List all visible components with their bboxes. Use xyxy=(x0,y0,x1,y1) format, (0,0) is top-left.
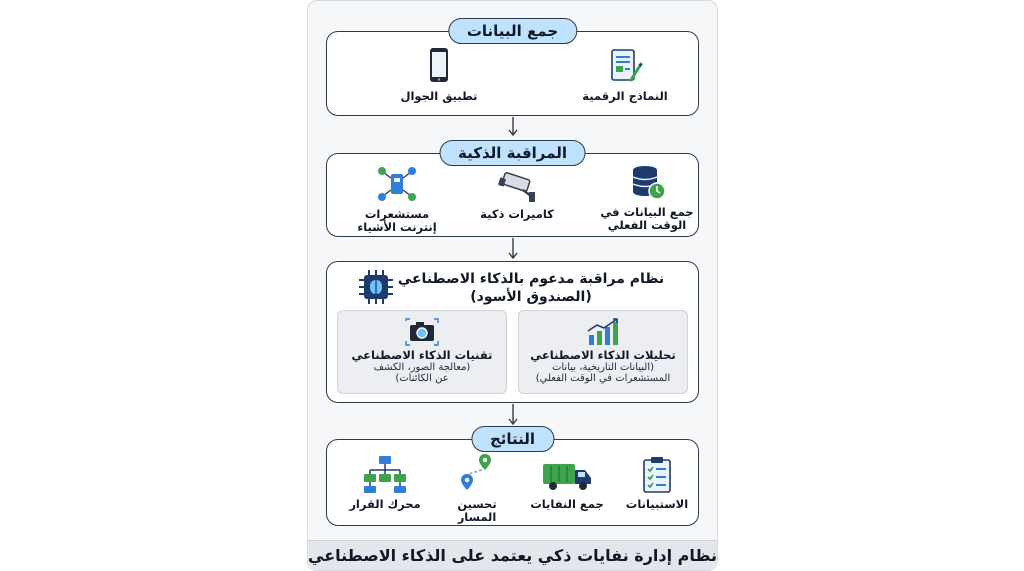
smart-cameras-item xyxy=(467,170,567,221)
ai-tech-box xyxy=(337,310,507,394)
route-optimization-item xyxy=(437,452,517,524)
surveys-item xyxy=(617,456,697,511)
security-camera-icon xyxy=(495,170,539,204)
arrow-1 xyxy=(507,117,519,141)
mobile-app-label: تطبيق الجوال xyxy=(400,89,478,103)
ai-system-title-line2: (الصندوق الأسود) xyxy=(470,289,592,305)
ai-system-title-line1: نظام مراقبة مدعوم بالذكاء الاصطناعي xyxy=(397,271,665,287)
digital-forms-item xyxy=(565,46,685,103)
ai-system-section xyxy=(326,261,699,403)
realtime-data-label-2: الوقت الفعلي xyxy=(607,218,687,232)
ai-tech-sub-2: عن الكائنات) xyxy=(395,373,449,384)
ai-chip-icon xyxy=(357,268,395,306)
waste-collection-label: جمع النفايات xyxy=(530,497,604,511)
mobile-app-item xyxy=(379,46,499,103)
iot-sensors-icon xyxy=(375,164,419,204)
decision-tree-icon xyxy=(361,454,409,494)
iot-sensors-item xyxy=(347,164,447,234)
ai-analytics-box xyxy=(518,310,688,394)
iot-sensors-label-2: إنترنت الأشياء xyxy=(357,220,437,234)
diagram-card xyxy=(307,0,718,571)
ai-tech-title: تقنيات الذكاء الاصطناعي xyxy=(351,348,493,362)
ai-analytics-title: تحليلات الذكاء الاصطناعي xyxy=(530,348,676,362)
smart-monitoring-section xyxy=(326,144,699,237)
waste-collection-item xyxy=(527,456,607,511)
decision-engine-item xyxy=(345,454,425,511)
ai-system-title-block xyxy=(386,270,676,306)
route-icon xyxy=(455,452,499,494)
checklist-icon xyxy=(640,456,674,494)
route-optimization-label: تحسين المسار xyxy=(457,497,497,524)
document-form-icon xyxy=(605,46,645,86)
mobile-phone-icon xyxy=(419,46,459,86)
ai-analytics-sub-1: (البيانات التاريخية، بيانات xyxy=(551,362,655,373)
data-collection-section xyxy=(326,22,699,116)
smart-monitoring-title: المراقبة الذكية xyxy=(439,140,586,166)
decision-engine-label: محرك القرار xyxy=(349,497,421,511)
digital-forms-label: النماذج الرقمية xyxy=(582,89,668,103)
ai-tech-sub-1: (معالجة الصور، الكشف xyxy=(373,362,471,373)
data-collection-title: جمع البيانات xyxy=(448,18,577,44)
realtime-data-label-1: جمع البيانات في xyxy=(600,205,694,219)
surveys-label: الاستبيانات xyxy=(625,497,689,511)
results-title: النتائج xyxy=(471,426,554,452)
growth-chart-icon xyxy=(585,317,621,347)
garbage-truck-icon xyxy=(541,456,593,494)
camera-icon xyxy=(404,317,440,347)
smart-cameras-label: كاميرات ذكية xyxy=(480,207,554,221)
results-section xyxy=(326,430,699,526)
database-clock-icon xyxy=(627,164,667,202)
ai-analytics-sub-2: المستشعرات في الوقت الفعلي) xyxy=(535,373,671,384)
footer-title: نظام إدارة نفايات ذكي يعتمد على الذكاء الاصطناعي xyxy=(308,540,717,570)
iot-sensors-label-1: مستشعرات xyxy=(364,207,430,221)
realtime-data-item xyxy=(597,164,697,232)
